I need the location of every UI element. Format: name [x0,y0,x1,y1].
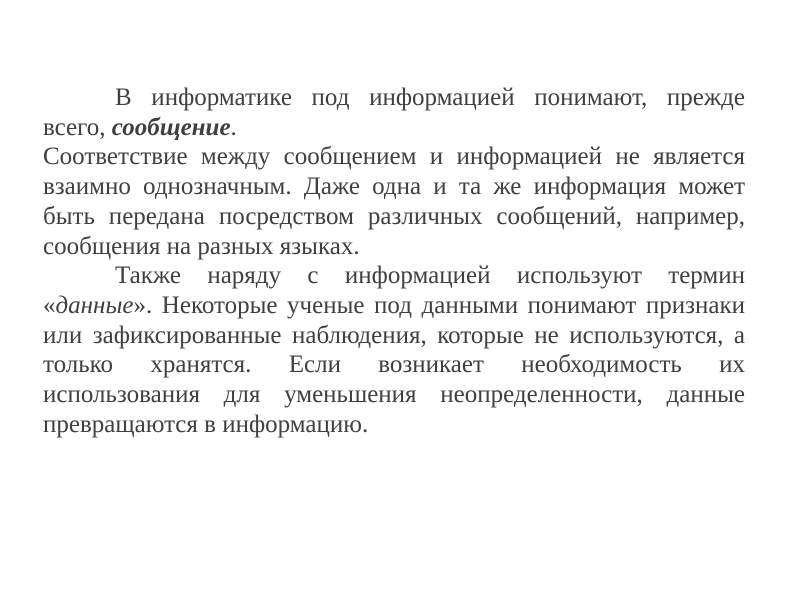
paragraph1-text-after: . [230,113,237,141]
paragraph3-text-before: Также наряду с информацией используют термин « [43,262,745,319]
paragraph-message-correspondence [43,142,745,261]
slide-text-block [43,83,745,439]
term-message: сообщение [111,113,231,141]
term-data: данные [55,291,134,319]
paragraph1-text-before: В информатике под информацией понимают, прежде всего, [43,84,745,141]
paragraph-data-term [43,261,745,439]
paragraph-information-definition [43,83,745,142]
paragraph2-text: Соответствие между сообщением и информацией не является взаимно однозначным. Даже одна и та же информация может быть передана посредством различных сообщений, например, сообщения на разных языках. [43,143,745,260]
paragraph3-text-after: ». Некоторые ученые под данными понимают признаки или зафиксированные наблюдения, которые не используются, а только хранятся. Если возникает необходимость их использования для уменьшения неопределенности, данные превращаются в информацию. [43,291,745,438]
